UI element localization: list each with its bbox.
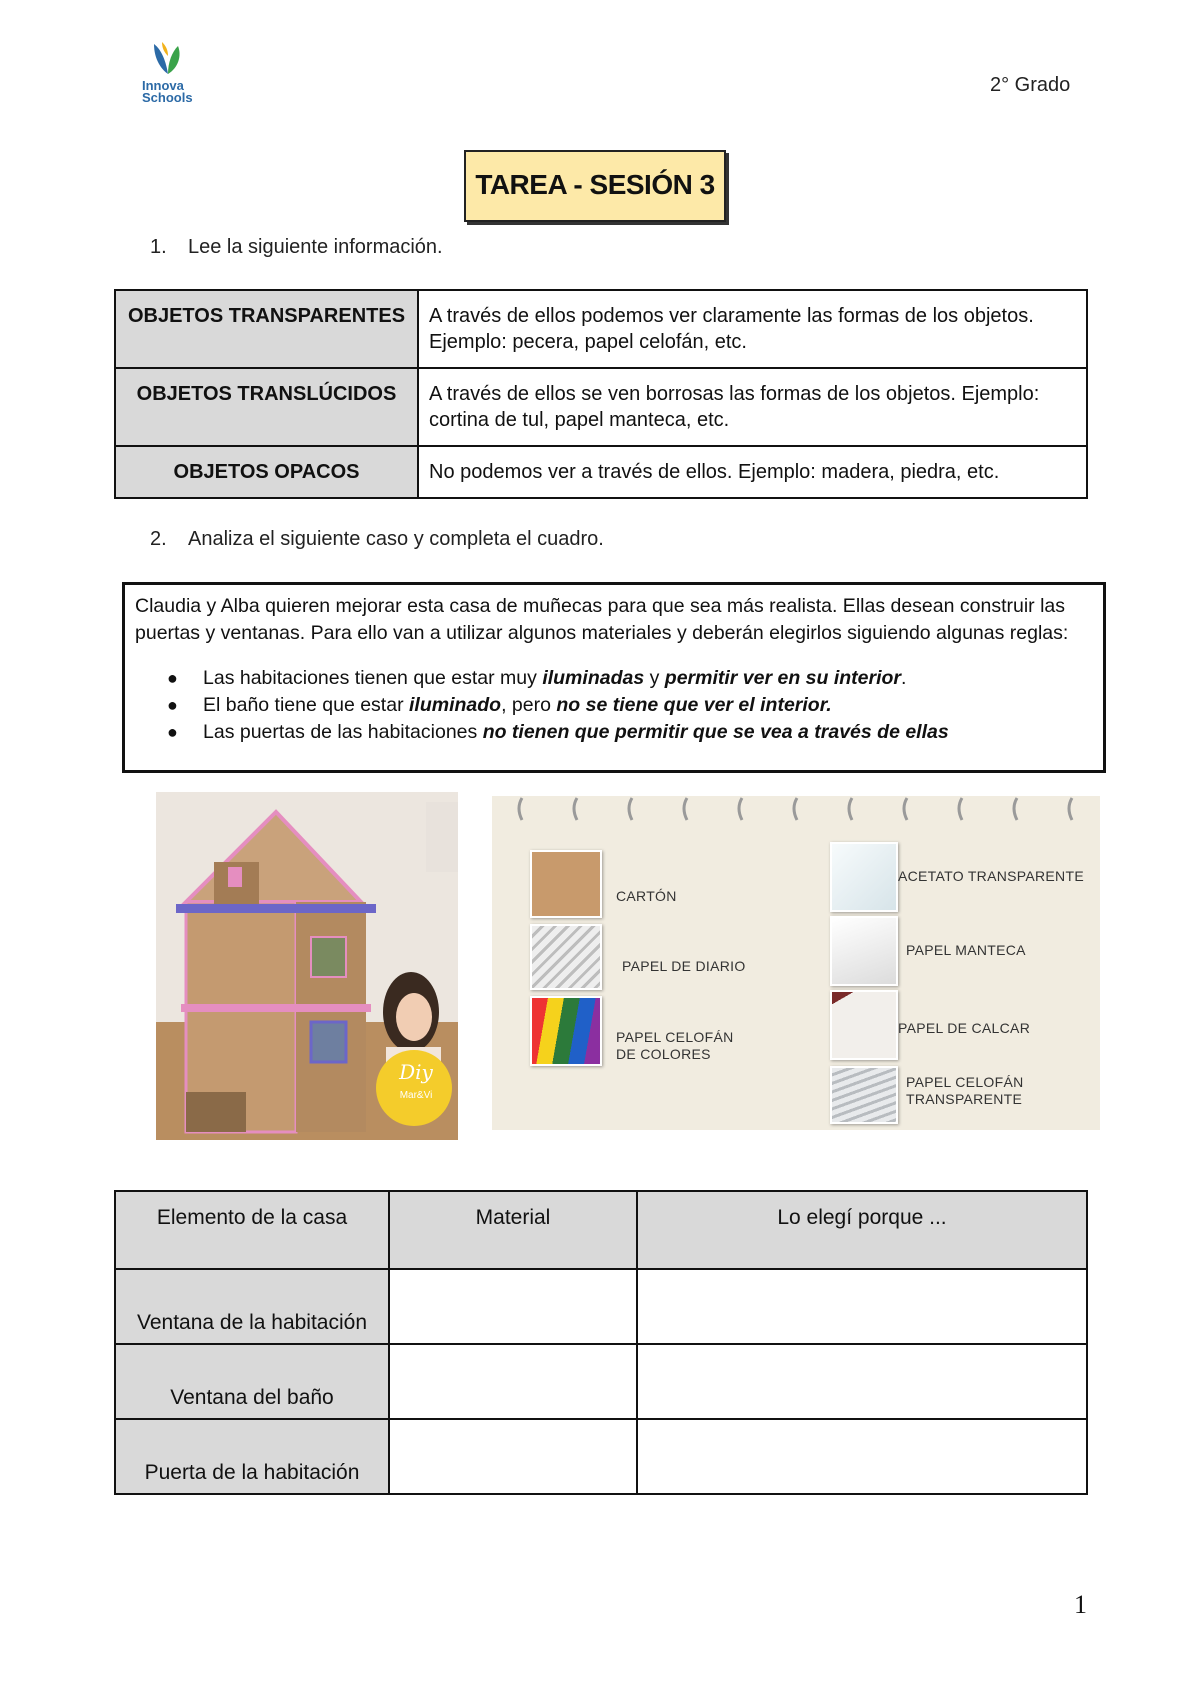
step-1-number: 1.	[150, 236, 167, 258]
reason-answer-cell[interactable]	[637, 1344, 1087, 1419]
logo-leaf-icon	[148, 40, 188, 80]
step-1-text: Lee la siguiente información.	[188, 236, 443, 258]
badge-text-2: Mar&Vi	[399, 1090, 433, 1101]
rule-item	[167, 719, 1093, 746]
column-header: Material	[389, 1191, 637, 1269]
row-label: Puerta de la habitación	[115, 1419, 389, 1494]
info-description: A través de ellos podemos ver claramente las formas de los objetos. Ejemplo: pecera, papel celofán, etc.	[418, 290, 1087, 368]
rule-text: Las puertas de las habitaciones	[203, 721, 483, 743]
clear-cellophane-swatch	[830, 1066, 898, 1124]
rule-text: y	[644, 667, 665, 689]
dollhouse-illustration	[156, 792, 458, 1140]
step-2-number: 2.	[150, 528, 167, 550]
material-label: PAPEL CELOFÁN DE COLORES	[616, 1029, 734, 1062]
bullet-icon: ●	[167, 722, 178, 742]
case-box	[122, 582, 1106, 773]
bullet-icon: ●	[167, 695, 178, 715]
acetate-swatch	[830, 842, 898, 912]
column-header: Elemento de la casa	[115, 1191, 389, 1269]
carton-swatch	[530, 850, 602, 918]
dollhouse-photo	[156, 792, 458, 1140]
info-label: OBJETOS TRANSLÚCIDOS	[115, 368, 418, 446]
table-row	[115, 1344, 1087, 1419]
rule-text: Las habitaciones tienen que estar muy	[203, 667, 543, 689]
material-label: PAPEL CELOFÁN TRANSPARENTE	[906, 1074, 1024, 1107]
rule-emphasis: permitir ver en su interior	[664, 667, 902, 689]
material-answer-cell[interactable]	[389, 1344, 637, 1419]
column-header: Lo elegí porque ...	[637, 1191, 1087, 1269]
info-label: OBJETOS OPACOS	[115, 446, 418, 498]
material-label: PAPEL MANTECA	[906, 942, 1026, 958]
row-label: Ventana de la habitación	[115, 1269, 389, 1344]
materials-panel	[492, 796, 1100, 1130]
page-title: TAREA - SESIÓN 3	[464, 150, 726, 222]
material-label: PAPEL DE DIARIO	[622, 958, 746, 974]
bullet-icon: ●	[167, 668, 178, 688]
info-row	[115, 446, 1087, 498]
material-label: ACETATO TRANSPARENTE	[898, 868, 1084, 884]
logo-line-1: Innova	[142, 78, 184, 93]
material-label: CARTÓN	[616, 888, 677, 904]
table-row	[115, 1419, 1087, 1494]
table-row	[115, 1269, 1087, 1344]
school-logo	[140, 40, 200, 106]
page-number: 1	[1074, 1590, 1087, 1619]
answer-header-row	[115, 1191, 1087, 1269]
rule-text: .	[901, 667, 907, 689]
newspaper-swatch	[530, 924, 602, 990]
wax-paper-swatch	[830, 916, 898, 986]
answer-table	[114, 1190, 1088, 1495]
rule-emphasis: iluminado	[408, 694, 502, 716]
spiral-rings-icon	[492, 792, 1100, 832]
rule-text: , pero	[501, 694, 557, 716]
rule-emphasis: no se tiene que ver el interior.	[556, 694, 832, 716]
material-answer-cell[interactable]	[389, 1269, 637, 1344]
logo-line-2: Schools	[142, 90, 193, 105]
info-table	[114, 289, 1088, 499]
rule-text: El baño tiene que estar	[203, 694, 409, 716]
rule-item	[167, 692, 1093, 719]
rules-list	[135, 665, 1093, 746]
info-row	[115, 368, 1087, 446]
reason-answer-cell[interactable]	[637, 1269, 1087, 1344]
info-label: OBJETOS TRANSPARENTES	[115, 290, 418, 368]
info-description: A través de ellos se ven borrosas las formas de los objetos. Ejemplo: cortina de tul, papel manteca, etc.	[418, 368, 1087, 446]
reason-answer-cell[interactable]	[637, 1419, 1087, 1494]
case-paragraph: Claudia y Alba quieren mejorar esta casa de muñecas para que sea más realista. Ellas desean construir las puertas y ventanas. Para ello van a utilizar algunos materiales y deberán elegirlos siguiendo algunas reglas:	[135, 595, 1069, 644]
material-answer-cell[interactable]	[389, 1419, 637, 1494]
rule-emphasis: iluminadas	[542, 667, 645, 689]
colored-cellophane-swatch	[530, 996, 602, 1066]
info-row	[115, 290, 1087, 368]
rule-item	[167, 665, 1093, 692]
row-label: Ventana del baño	[115, 1344, 389, 1419]
tracing-paper-swatch	[830, 990, 898, 1060]
badge-text-1: Diy	[399, 1060, 433, 1084]
material-label: PAPEL DE CALCAR	[898, 1020, 1031, 1036]
info-description: No podemos ver a través de ellos. Ejemplo: madera, piedra, etc.	[418, 446, 1087, 498]
step-2-text: Analiza el siguiente caso y completa el cuadro.	[188, 528, 604, 550]
grade-label: 2° Grado	[990, 74, 1071, 96]
rule-emphasis: no tienen que permitir que se vea a través de ellas	[482, 721, 949, 743]
